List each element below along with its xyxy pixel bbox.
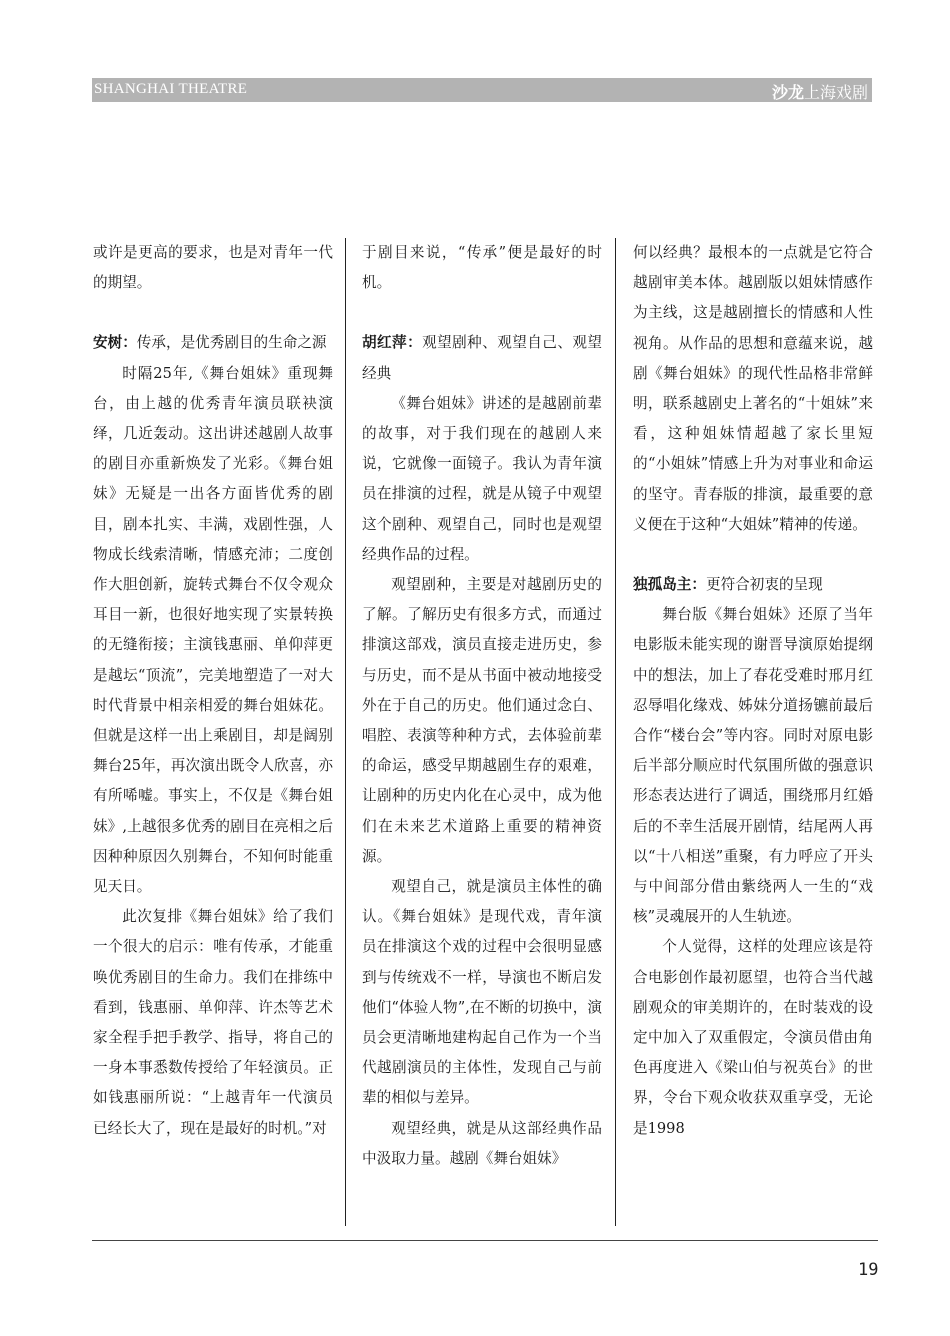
paragraph: 观望经典，就是从这部经典作品中汲取力量。越剧《舞台姐妹》 (362, 1119, 602, 1167)
author-name: 安树： (93, 334, 137, 352)
paragraph: 此次复排《舞台姐妹》给了我们一个很大的启示：唯有传承，才能重唤优秀剧目的生命力。我们在排练中看到，钱惠丽、单仰萍、许杰等艺术家全程手把手教学、指导，将自己的一身本事悉数传授给了年轻演员。正如钱惠丽所说：“上越青年一代演员已经长大了，现在是最好的时机。”对 (93, 908, 333, 1137)
text-column-3 (633, 238, 873, 1144)
column-divider (345, 238, 346, 1226)
paragraph: 《舞台姐妹》讲述的是越剧前辈的故事，对于我们现在的越剧人来说，它就像一面镜子。我认为青年演员在排演的过程，就是从镜子中观望这个剧种、观望自己，同时也是观望经典作品的过程。 (362, 394, 602, 563)
paragraph: 或许是更高的要求，也是对青年一代的期望。 (93, 244, 333, 292)
heading-text: 传承，是优秀剧目的生命之源 (136, 334, 327, 352)
section-heading (93, 328, 333, 358)
footer-rule (92, 1240, 878, 1241)
paragraph: 个人觉得，这样的处理应该是符合电影创作最初愿望，也符合当代越剧观众的审美期许的，在时装戏的设定中加入了双重假定，令演员借由角色再度进入《梁山伯与祝英台》的世界，令台下观众收获双重享受，无论是1998 (633, 938, 873, 1137)
paragraph: 观望自己，就是演员主体性的确认。《舞台姐妹》是现代戏，青年演员在排演这个戏的过程中会很明显感到与传统戏不一样，导演也不断启发他们“体验人物”,在不断的切换中，演员会更清晰地建构起自己作为一个当代越剧演员的主体性，发现自己与前辈的相似与差异。 (362, 878, 602, 1107)
heading-text: 观望剧种、观望自己、观望经典 (362, 334, 602, 382)
paragraph: 时隔25年,《舞台姐妹》重现舞台，由上越的优秀青年演员联袂演绎，几近轰动。这出讲述越剧人故事的剧目亦重新焕发了光彩。《舞台姐妹》无疑是一出各方面皆优秀的剧目，剧本扎实、丰满，戏剧性强，人物成长线索清晰，情感充沛；二度创作大胆创新，旋转式舞台不仅令观众耳目一新，也很好地实现了实景转换的无缝衔接；主演钱惠丽、单仰萍更是越坛“顶流”，完美地塑造了一对大时代背景中相亲相爱的舞台姐妹花。但就是这样一出上乘剧目，却是阔别舞台25年，再次演出既令人欣喜，亦有所唏嘘。事实上，不仅是《舞台姐妹》,上越很多优秀的剧目在亮相之后因种种原因久别舞台，不知何时能重见天日。 (93, 364, 333, 896)
paragraph: 舞台版《舞台姐妹》还原了当年电影版未能实现的谢晋导演原始提纲中的想法，加上了春花受难时邢月红忍辱唱化缘戏、姊妹分道扬镳前最后合作“楼台会”等内容。同时对原电影后半部分顺应时代氛围所做的强意识形态表达进行了调适，围绕邢月红婚后的不幸生活展开剧情，结尾两人再以“十八相送”重聚，有力呼应了开头与中间部分借由紫绕两人一生的“戏核”灵魂展开的人生轨迹。 (633, 606, 873, 926)
running-header (92, 78, 872, 102)
column-divider (615, 238, 616, 1226)
text-column-1 (93, 238, 333, 1144)
section-heading (633, 570, 873, 600)
section-name: 沙龙 (771, 83, 804, 102)
section-heading (362, 328, 602, 388)
heading-text: 更符合初衷的呈现 (705, 576, 823, 594)
section-title (772, 80, 868, 103)
author-name: 独孤岛主： (633, 576, 706, 594)
page-number: 19 (858, 1260, 879, 1280)
text-column-2 (362, 238, 602, 1174)
paragraph: 于剧目来说，“传承”便是最好的时机。 (362, 244, 602, 292)
author-name: 胡红萍： (362, 334, 423, 352)
paragraph: 观望剧种，主要是对越剧历史的了解。了解历史有很多方式，而通过排演这部戏，演员直接走进历史，参与历史，而不是从书面中被动地接受外在于自己的历史。他们通过念白、唱腔、表演等种种方式，去体验前辈的命运，感受早期越剧生存的艰难，让剧种的历史内化在心灵中，成为他们在未来艺术道路上重要的精神资源。 (362, 576, 602, 865)
journal-name-chinese: 上海戏剧 (803, 83, 868, 102)
paragraph: 何以经典？最根本的一点就是它符合越剧审美本体。越剧版以姐妹情感作为主线，这是越剧擅长的情感和人性视角。从作品的思想和意蕴来说，越剧《舞台姐妹》的现代性品格非常鲜明，联系越剧史上著名的“十姐妹”来看，这种姐妹情超越了家长里短的“小姐妹”情感上升为对事业和命运的坚守。青春版的排演，最重要的意义便在于这种“大姐妹”精神的传递。 (633, 244, 873, 533)
journal-name-english: SHANGHAI THEATRE (94, 81, 248, 97)
